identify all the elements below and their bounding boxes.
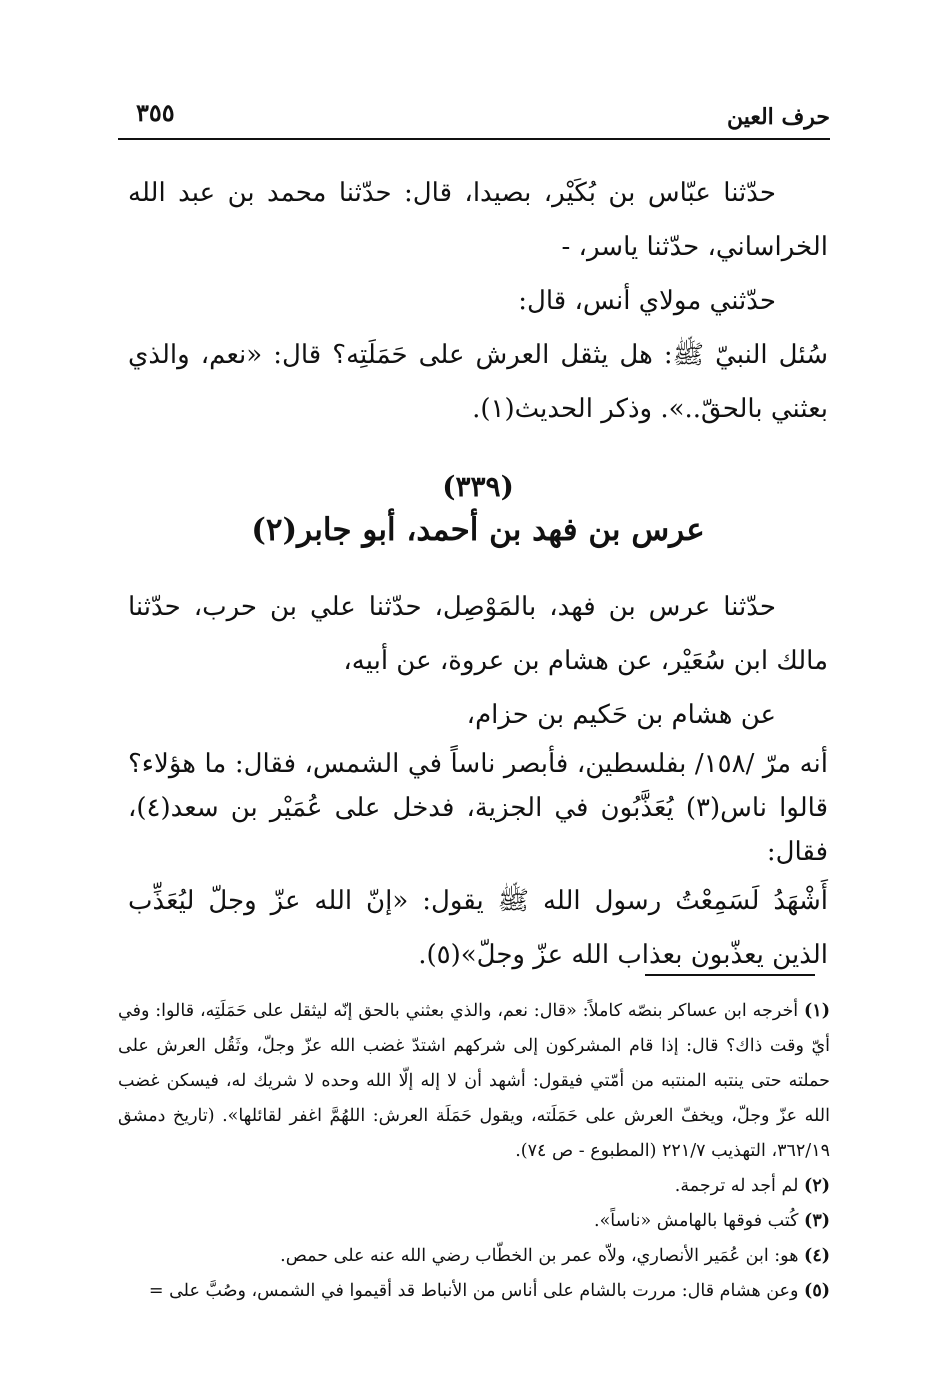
narrator-paragraph: حدّثني مولاي أنس، قال:	[518, 286, 776, 316]
footnote-text: لم أجد له ترجمة.	[674, 1176, 799, 1196]
footnote-text: كُتب فوقها بالهامش «ناساً».	[594, 1211, 799, 1231]
footnote-label: (٢)	[804, 1176, 830, 1196]
footnote-label: (٣)	[804, 1211, 830, 1231]
footnote	[118, 1274, 830, 1309]
page-header	[118, 96, 830, 136]
footnote	[118, 994, 830, 1169]
footnote-label: (١)	[804, 1001, 830, 1021]
isnad-paragraph: حدّثنا عرس بن فهد، بالمَوْصِل، حدّثنا علي بن حرب، حدّثنا مالك ابن سُعَيْر، عن هشام بن عروة، عن أبيه،	[128, 592, 828, 676]
top-hadith	[128, 166, 828, 436]
footnote-text: هو: ابن عُمَير الأنصاري، ولاّه عمر بن الخطّاب رضي الله عنه على حمص.	[280, 1246, 799, 1266]
footnotes	[118, 994, 830, 1309]
entry-title: عرس بن فهد بن أحمد، أبو جابر(٢)	[251, 512, 705, 548]
footnote	[118, 1204, 830, 1239]
footnote	[118, 1169, 830, 1204]
footnote-text: وعن هشام قال: مررت بالشام على أناس من الأنباط قد أقيموا في الشمس، وصُبَّ على =	[148, 1281, 799, 1301]
isnad-continuation: عن هشام بن حَكيم بن حزام،	[466, 700, 776, 730]
running-title: حرف العين	[726, 104, 830, 130]
footnote-text: أخرجه ابن عساكر بنصّه كاملاً: «قال: نعم، والذي بعثني بالحق إنّه ليثقل على حَمَلَتِه، قالوا: وفي أيّ وقت ذاك؟ قال: إذا قام المشركون إلى شركهم اشتدّ غضب الله عزّ وجلّ، وثَقُل العرش على حملته حتى ينتبه المنتبه من أمّتي فيقول: أشهد أن لا إله إلّا الله وحده لا شريك له، فيسكن غضب الله عزّ وجلّ، ويخفّ العرش على حَمَلَته، ويقول حَمَلَة العرش: اللهُمَّ اغفر لقائلها». (تاريخ دمشق ٣٦٢/١٩، التهذيب ٢٢١/٧ (المطبوع - ص ٧٤).	[118, 1001, 830, 1161]
matn-paragraph: سُئل النبيّ ﷺ: هل يثقل العرش على حَمَلَتِه؟ قال: «نعم، والذي بعثني بالحقّ..». وذكر الحديث(١).	[128, 340, 828, 424]
footnote-label: (٤)	[804, 1246, 830, 1266]
page-number: ٣٥٥	[136, 98, 175, 127]
entry-number: (٣٣٩)	[442, 470, 514, 503]
entry-hadith	[128, 580, 828, 982]
story-paragraph: أنه مرّ /١٥٨/ بفلسطين، فأبصر ناساً في الشمس، فقال: ما هؤلاء؟ قالوا ناس(٣) يُعَذَّبُون في الجزية، فدخل على عُمَيْر بن سعد(٤)، فقال:	[128, 749, 829, 867]
footnote	[118, 1239, 830, 1274]
header-rule	[118, 138, 830, 140]
footnote-rule	[645, 974, 815, 976]
isnad-paragraph: حدّثنا عبّاس بن بُكَيْر، بصيدا، قال: حدّثنا محمد بن عبد الله الخراساني، حدّثنا ياسر، -	[128, 178, 828, 262]
matn-paragraph: أَشْهَدُ لَسَمِعْتُ رسول الله ﷺ يقول: «إنّ الله عزّ وجلّ ليُعَذِّب الذين يعذّبون بعذاب الله عزّ وجلّ»(٥).	[128, 886, 828, 970]
footnote-label: (٥)	[804, 1281, 830, 1301]
